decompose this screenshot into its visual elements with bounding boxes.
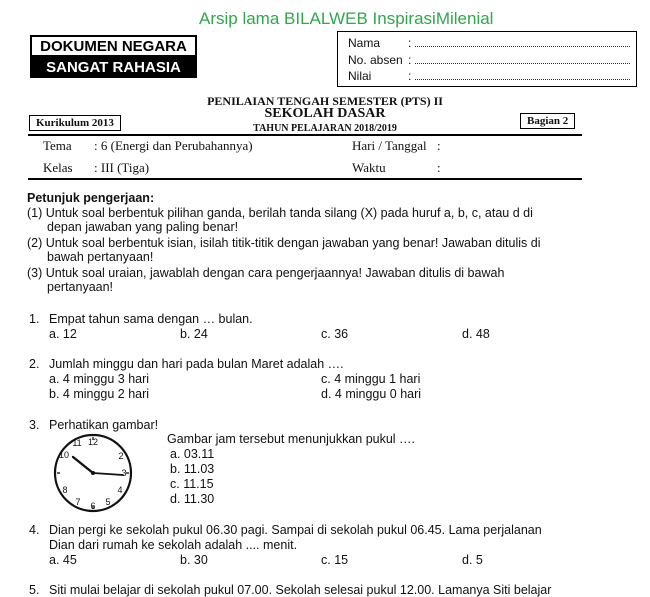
school-year: TAHUN PELAJARAN 2018/2019 <box>253 123 397 134</box>
q3-option-a[interactable]: a. 03.11 <box>170 447 215 461</box>
q2-option-a[interactable]: a. 4 minggu 3 hari <box>49 372 150 386</box>
stamp-sangat-rahasia: SANGAT RAHASIA <box>30 56 197 78</box>
q2-option-d[interactable]: d. 4 minggu 0 hari <box>321 387 422 401</box>
q2-option-c[interactable]: c. 4 minggu 1 hari <box>321 372 421 386</box>
clock-hour-hand <box>73 457 93 473</box>
q4-option-d[interactable]: d. 5 <box>462 553 483 567</box>
nama-colon: : <box>408 36 412 50</box>
q2-option-b[interactable]: b. 4 minggu 2 hari <box>49 387 150 401</box>
q5-text: Siti mulai belajar di sekolah pukul 07.00. Sekolah selesai pukul 12.00. Lamanya Siti belajar <box>49 583 552 597</box>
nilai-label: Nilai <box>348 69 372 83</box>
q3-prompt: Gambar jam tersebut menunjukkan pukul …. <box>167 432 416 446</box>
q4-option-c[interactable]: c. 15 <box>321 553 349 567</box>
q4-text-line1: Dian pergi ke sekolah pukul 06.30 pagi. Sampai di sekolah pukul 06.45. Lama perjalanan <box>49 523 542 537</box>
stamp-dokumen-negara: DOKUMEN NEGARA <box>30 35 197 57</box>
clock-number-11: 11 <box>72 438 82 448</box>
nilai-blank[interactable] <box>415 68 630 80</box>
clock-number-7: 7 <box>75 497 81 507</box>
hari-label: Hari / Tanggal <box>352 138 427 153</box>
clock-minute-hand <box>93 473 123 475</box>
identity-box <box>337 31 637 87</box>
q4-option-a[interactable]: a. 45 <box>49 553 77 567</box>
q1-option-d[interactable]: d. 48 <box>462 327 490 341</box>
q3-option-d[interactable]: d. 11.30 <box>170 492 215 506</box>
watermark-text: Arsip lama BILALWEB InspirasiMilenial <box>199 9 494 28</box>
clock-number-8: 8 <box>62 485 68 495</box>
q2-number: 2. <box>29 357 40 371</box>
school-level: SEKOLAH DASAR <box>264 106 386 121</box>
exam-title: PENILAIAN TENGAH SEMESTER (PTS) II <box>207 94 443 108</box>
kelas-label: Kelas <box>43 160 73 175</box>
instruction-1b: depan jawaban yang paling benar! <box>47 220 239 234</box>
q5-number: 5. <box>29 583 40 597</box>
kelas-value: : III (Tiga) <box>94 160 150 175</box>
instruction-2b: bawah pertanyaan! <box>47 250 154 264</box>
clock-number-2: 2 <box>118 451 124 461</box>
clock-number-6: 6 <box>90 501 96 511</box>
q4-number: 4. <box>29 523 40 537</box>
q3-number: 3. <box>29 418 40 432</box>
q4-text-line2: Dian dari rumah ke sekolah adalah .... menit. <box>49 538 298 552</box>
q1-text: Empat tahun sama dengan … bulan. <box>49 312 253 326</box>
nilai-colon: : <box>408 69 412 83</box>
q3-option-c[interactable]: c. 11.15 <box>170 477 214 491</box>
tema-value: : 6 (Energi dan Perubahannya) <box>94 138 253 153</box>
q1-option-a[interactable]: a. 12 <box>49 327 77 341</box>
q2-text: Jumlah minggu dan hari pada bulan Maret adalah …. <box>49 357 344 371</box>
clock-number-3: 3 <box>121 468 127 478</box>
divider-top <box>28 134 582 136</box>
absen-label: No. absen <box>348 53 403 67</box>
nama-blank[interactable] <box>415 35 630 47</box>
nilai-field[interactable] <box>348 68 630 85</box>
nama-label: Nama <box>348 36 381 50</box>
waktu-label: Waktu <box>352 160 386 175</box>
instruction-1a: (1) Untuk soal berbentuk pilihan ganda, berilah tanda silang (X) pada huruf a, b, c, atau d di <box>27 206 533 220</box>
instruction-3b: pertanyaan! <box>47 280 114 294</box>
curriculum-badge: Kurikulum 2013 <box>29 115 121 131</box>
instructions-title: Petunjuk pengerjaan: <box>27 191 155 205</box>
clock-number-10: 10 <box>58 450 70 460</box>
nama-field[interactable] <box>348 35 630 52</box>
section-badge: Bagian 2 <box>520 113 575 129</box>
absen-colon: : <box>408 53 412 67</box>
q3-option-b[interactable]: b. 11.03 <box>170 462 215 476</box>
clock-number-12: 12 <box>87 437 99 447</box>
instruction-2a: (2) Untuk soal berbentuk isian, isilah titik-titik dengan jawaban yang benar! Jawaban ditulis di <box>27 236 541 250</box>
waktu-value: : <box>437 160 441 175</box>
q1-number: 1. <box>29 312 40 326</box>
clock-illustration <box>50 430 136 516</box>
clock-number-4: 4 <box>117 485 123 495</box>
instruction-3a: (3) Untuk soal uraian, jawablah dengan cara pengerjaannya! Jawaban ditulis di bawah <box>27 266 505 280</box>
clock-number-5: 5 <box>105 497 111 507</box>
q1-option-b[interactable]: b. 24 <box>180 327 208 341</box>
tema-label: Tema <box>43 138 72 153</box>
q3-text: Perhatikan gambar! <box>49 418 159 432</box>
absen-field[interactable] <box>348 52 630 69</box>
hari-value: : <box>437 138 441 153</box>
q1-option-c[interactable]: c. 36 <box>321 327 349 341</box>
divider-bottom <box>28 178 582 180</box>
clock-center <box>91 471 95 475</box>
q4-option-b[interactable]: b. 30 <box>180 553 208 567</box>
absen-blank[interactable] <box>415 52 630 64</box>
